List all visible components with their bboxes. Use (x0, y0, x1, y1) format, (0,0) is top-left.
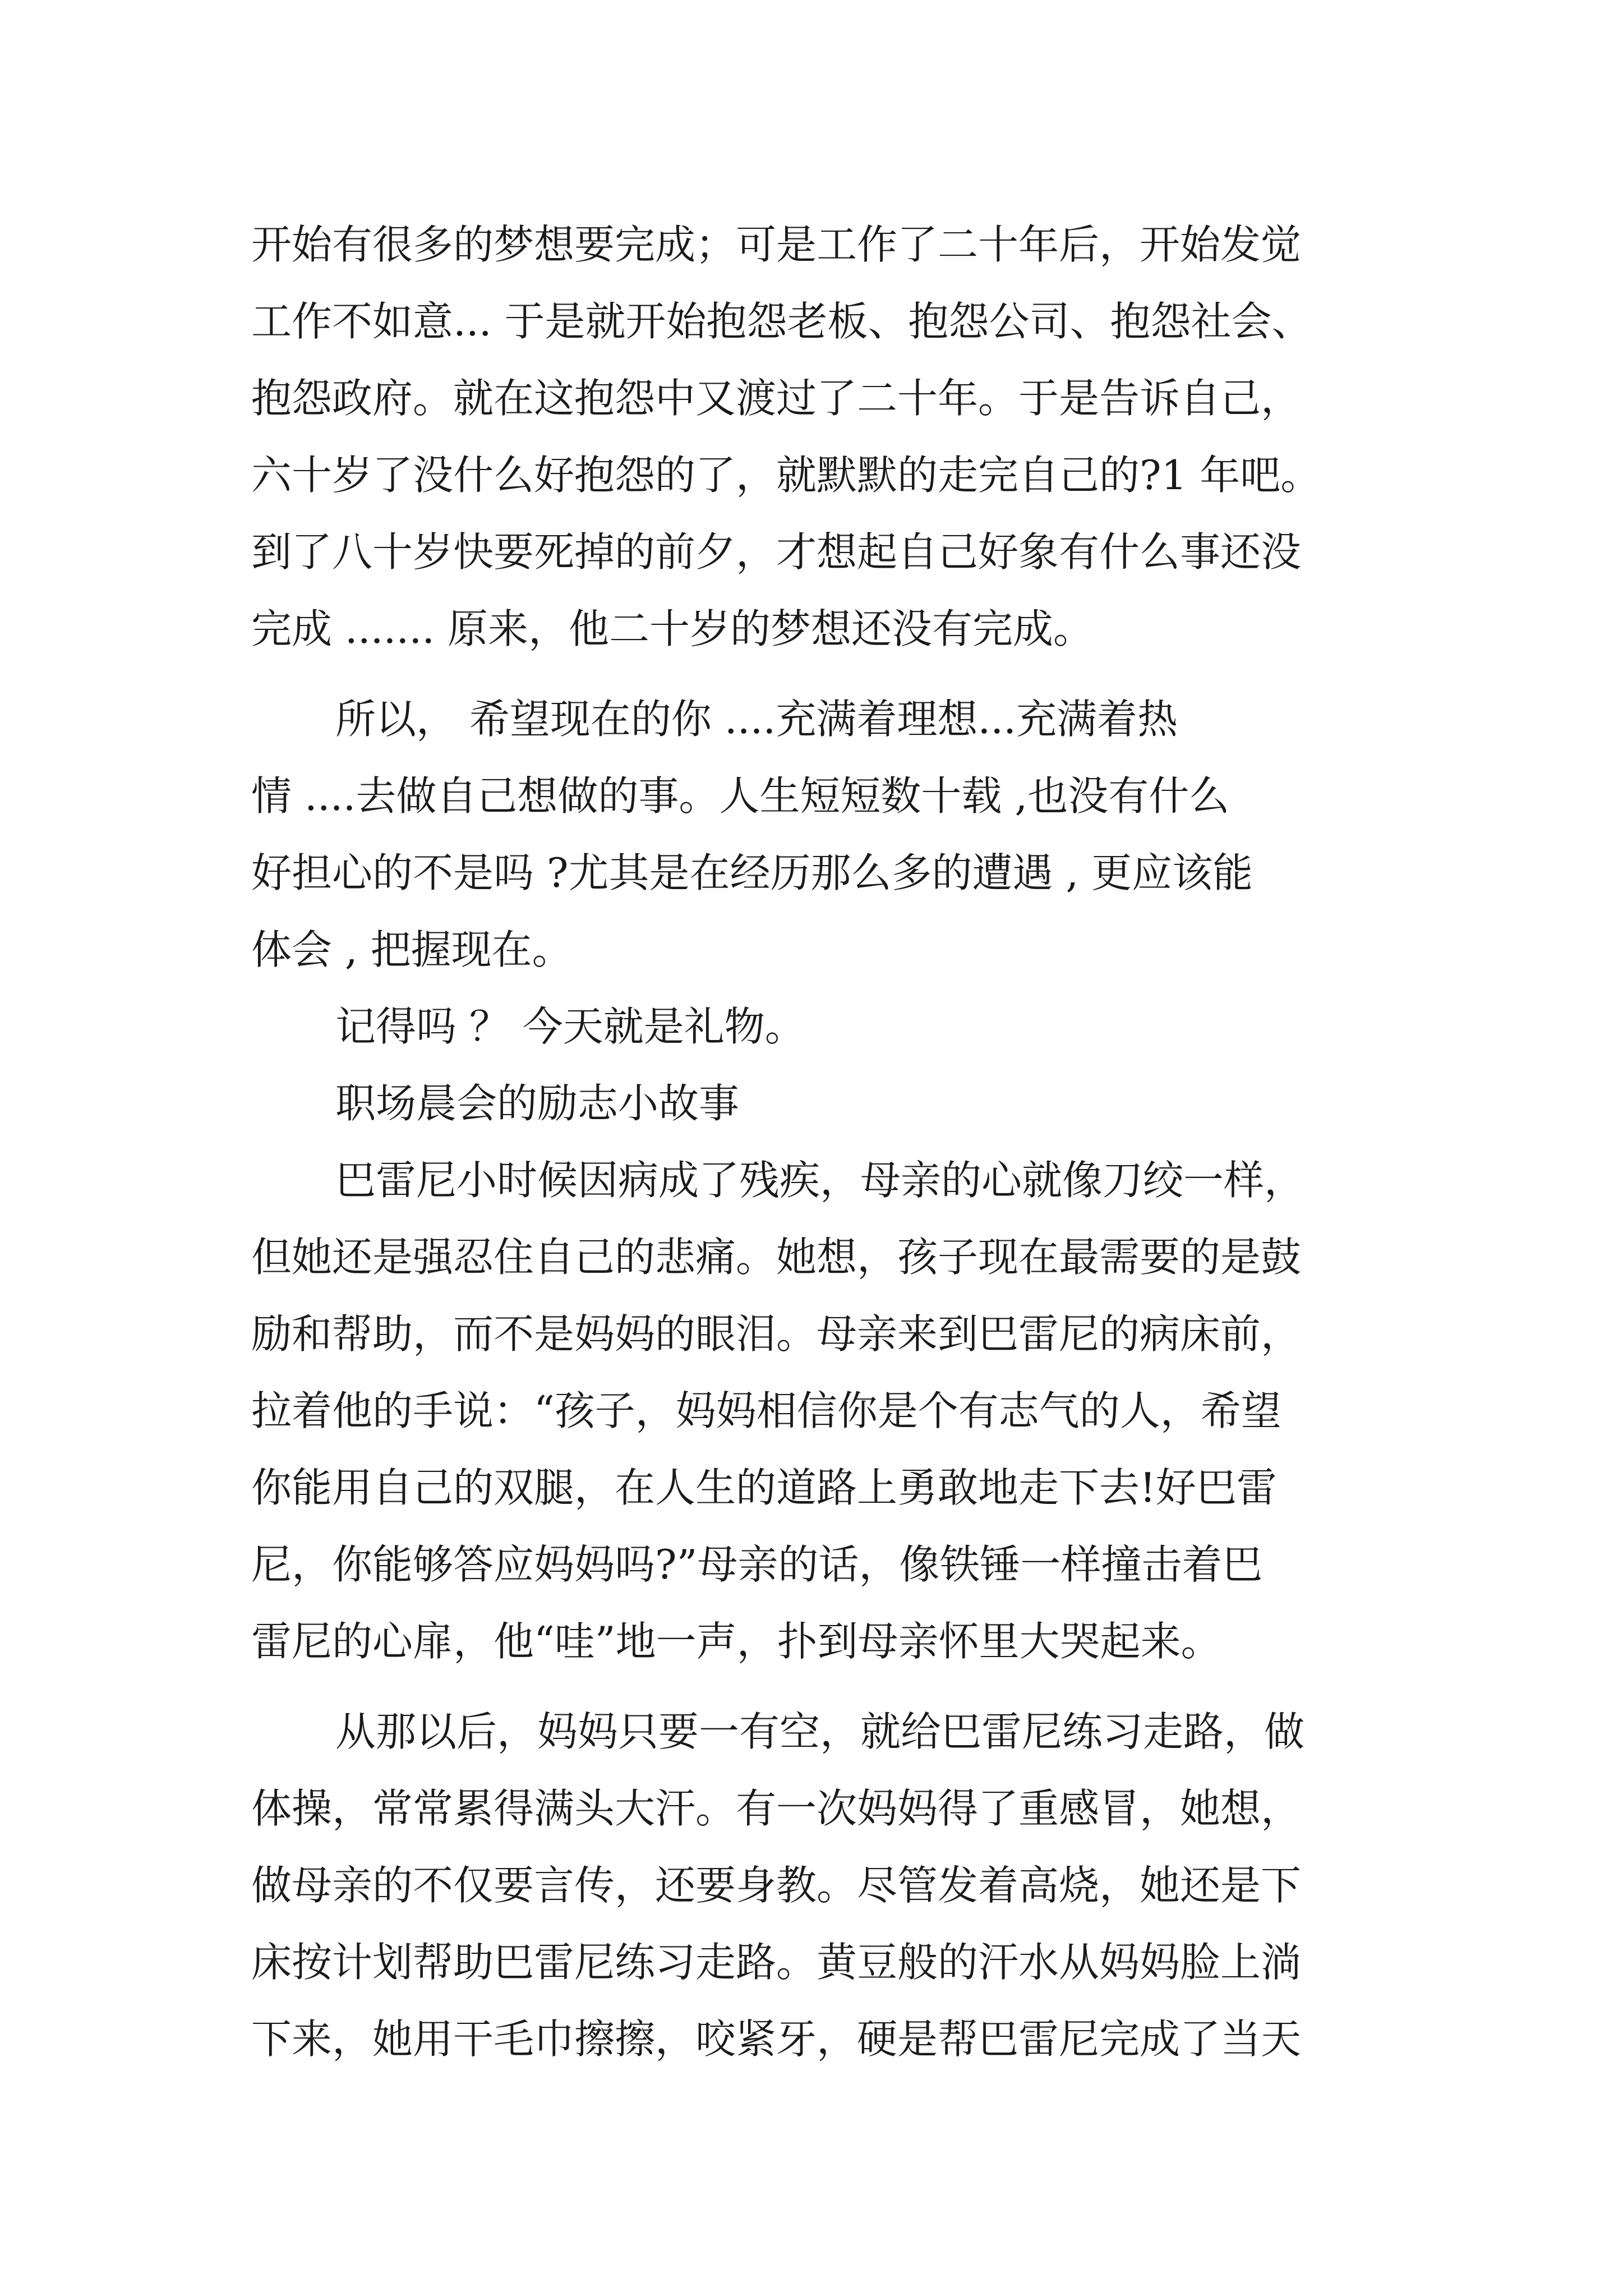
text-line: 下来，她用干毛巾擦擦，咬紧牙，硬是帮巴雷尼完成了当天 (251, 2016, 1302, 2063)
text-line: 六十岁了没什么好抱怨的了，就默默的走完自己的?1 年吧。 (251, 452, 1321, 499)
text-line: 床按计划帮助巴雷尼练习走路。黄豆般的汗水从妈妈脸上淌 (251, 1939, 1302, 1986)
text-line: 体操，常常累得满头大汗。有一次妈妈得了重感冒，她想， (251, 1785, 1302, 1832)
body-text (251, 206, 1378, 2078)
text-line: 雷尼的心扉，他“哇”地一声，扑到母亲怀里大哭起来。 (251, 1618, 1221, 1665)
text-line: 好担心的不是吗 ?尤其是在经历那么多的遭遇 , 更应该能 (251, 849, 1253, 896)
text-line: 做母亲的不仅要言传，还要身教。尽管发着高烧，她还是下 (251, 1862, 1302, 1909)
text-line: 但她还是强忍住自己的悲痛。她想，孩子现在最需要的是鼓 (251, 1234, 1302, 1281)
paragraph-first-line: 所以， 希望现在的你 ....充满着理想...充满着热 (335, 696, 1178, 743)
text-line: 你能用自己的双腿，在人生的道路上勇敢地走下去!好巴雷 (251, 1464, 1277, 1511)
text-line: 拉着他的手说：“孩子，妈妈相信你是个有志气的人，希望 (251, 1387, 1281, 1434)
paragraph-first-line: 记得吗 ？ 今天就是礼物。 (335, 1003, 805, 1050)
text-line: 工作不如意... 于是就开始抱怨老板、抱怨公司、抱怨社会、 (251, 298, 1312, 345)
text-line: 尼，你能够答应妈妈吗?”母亲的话，像铁锤一样撞击着巴 (251, 1541, 1263, 1588)
text-line: 抱怨政府。就在这抱怨中又渡过了二十年。于是告诉自己， (251, 375, 1302, 422)
text-line: 开始有很多的梦想要完成；可是工作了二十年后，开始发觉 (251, 221, 1302, 268)
text-line: 到了八十岁快要死掉的前夕，才想起自己好象有什么事还没 (251, 528, 1302, 576)
text-line: 完成 ....... 原来，他二十岁的梦想还没有完成。 (251, 605, 1094, 652)
paragraph-first-line: 巴雷尼小时候因病成了残疾，母亲的心就像刀绞一样， (335, 1157, 1305, 1204)
paragraph-first-line: 从那以后，妈妈只要一有空，就给巴雷尼练习走路，做 (335, 1708, 1305, 1755)
section-heading: 职场晨会的励志小故事 (335, 1080, 740, 1127)
text-line: 体会 , 把握现在。 (251, 926, 573, 973)
text-line: 情 ....去做自己想做的事。人生短短数十载 ,也没有什么 (251, 772, 1230, 820)
text-line: 励和帮助，而不是妈妈的眼泪。母亲来到巴雷尼的病床前， (251, 1310, 1302, 1358)
